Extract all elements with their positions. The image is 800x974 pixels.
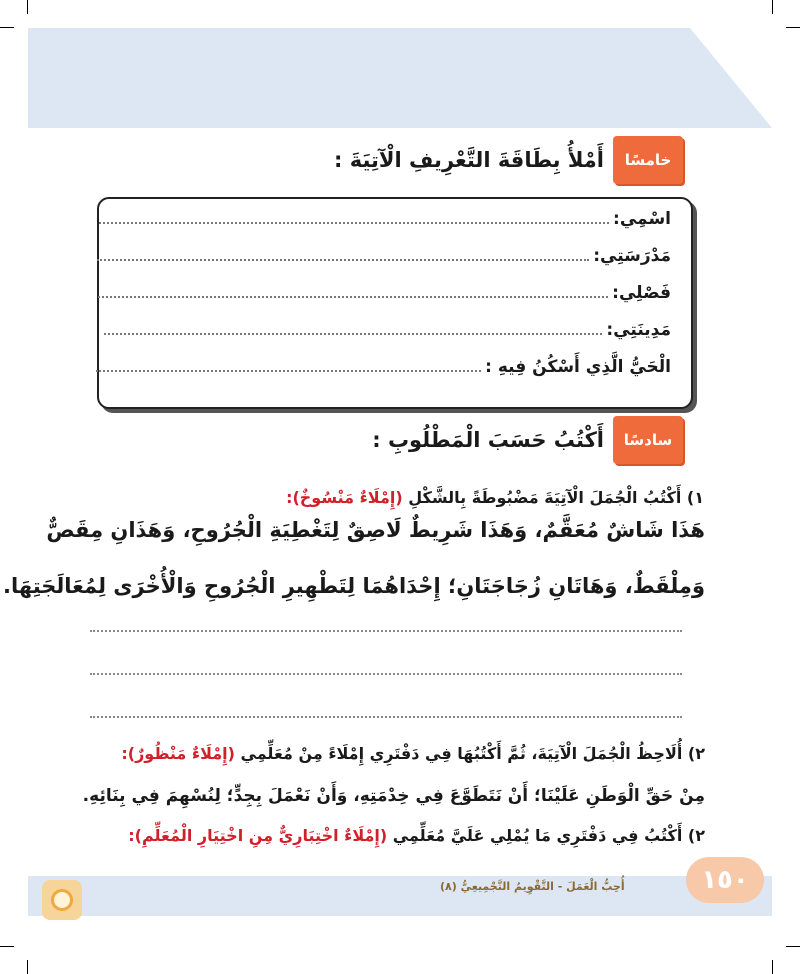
q1-hint: (إِمْلَاءٌ مَنْسُوخٌ): [286, 488, 403, 507]
field-class-line[interactable] [98, 296, 608, 298]
footer-band [28, 876, 772, 916]
field-city[interactable] [104, 320, 671, 340]
answer-line-3[interactable] [90, 716, 682, 718]
q3-instruction [128, 826, 705, 845]
header-band-corner [690, 28, 772, 128]
section5-title: أَمْلأُ بِطَاقَةَ التَّعْرِيفِ الْآتِيَةَ : [334, 148, 604, 172]
crop-mark [0, 27, 14, 28]
field-school-line[interactable] [97, 259, 589, 261]
q3-text: ٢) أَكْتُبُ فِي دَفْتَرِي مَا يُمْلِي عَلَيَّ مُعَلِّمِي [392, 826, 705, 845]
field-class-label: فَصْلِي: [612, 283, 671, 303]
field-district-label: الْحَيُّ الَّذِي أَسْكُنُ فِيهِ : [485, 357, 671, 377]
section6-title: أَكْتُبُ حَسَبَ الْمَطْلُوبِ : [372, 428, 604, 452]
q3-hint: (إِمْلَاءٌ اخْتِبَارِيٌّ مِنِ اخْتِيَارِ الْمُعَلِّمِ): [128, 826, 388, 845]
publisher-logo-icon [42, 880, 82, 920]
page-number: ١٥٠ [686, 857, 764, 903]
field-school[interactable] [97, 246, 671, 266]
identity-card [97, 197, 693, 409]
answer-line-2[interactable] [90, 673, 682, 675]
field-city-line[interactable] [104, 333, 602, 335]
crop-mark [0, 946, 14, 947]
field-city-label: مَدِينَتِي: [606, 320, 671, 340]
crop-mark [772, 0, 773, 14]
q1-passage-line2: وَمِلْقَطٌ، وَهَاتَانِ زُجَاجَتَانِ؛ إِحْدَاهُمَا لِتَطْهِيرِ الْجُرُوحِ وَالْأُخْرَى لِمُعَالَجَتِهَا. [2, 574, 705, 598]
book-title: أُحِبُّ الْعَمَلَ - التَّقْوِيمُ التَّجْمِيعِيُّ (٨) [440, 880, 625, 893]
crop-mark [27, 0, 28, 14]
answer-line-1[interactable] [90, 630, 682, 632]
q2-instruction [121, 744, 705, 763]
crop-mark [786, 946, 800, 947]
q1-instruction [286, 488, 704, 507]
field-name[interactable] [99, 209, 671, 229]
field-district-line[interactable] [96, 370, 481, 372]
q2-sentence: مِنْ حَقِّ الْوَطَنِ عَلَيْنَا؛ أَنْ نَتَطَوَّعَ فِي خِدْمَتِهِ، وَأَنْ نَعْمَلَ بِجِدٍّ؛ لِنُسْهِمَ فِي بِنَائِهِ. [82, 786, 705, 806]
q2-text: ٢) أُلَاحِظُ الْجُمَلَ الْآتِيَةَ، ثُمَّ أَكْتُبُهَا فِي دَفْتَرِي إِمْلَاءً مِنْ مُعَلِّمِي [240, 744, 705, 763]
field-name-label: اسْمِي: [613, 209, 671, 229]
field-class[interactable] [98, 283, 671, 303]
q2-hint: (إِمْلَاءٌ مَنْظُورٌ): [121, 744, 235, 763]
crop-mark [786, 27, 800, 28]
crop-mark [772, 960, 773, 974]
field-school-label: مَدْرَسَتِي: [593, 246, 671, 266]
q1-text: ١) أَكْتُبُ الْجُمَلَ الْآتِيَةَ مَضْبُوطَةً بِالشَّكْلِ [408, 488, 704, 507]
crop-mark [27, 960, 28, 974]
field-district[interactable] [96, 357, 671, 377]
field-name-line[interactable] [99, 222, 609, 224]
section6-badge: سادسًا [613, 416, 683, 464]
section5-badge: خامسًا [613, 136, 683, 184]
header-band [28, 28, 772, 128]
q1-passage-line1: هَذَا شَاشٌ مُعَقَّمٌ، وَهَذَا شَرِيطٌ لَاصِقٌ لِتَغْطِيَةِ الْجُرُوحِ، وَهَذَانِ مِقَصٌّ [46, 518, 705, 542]
